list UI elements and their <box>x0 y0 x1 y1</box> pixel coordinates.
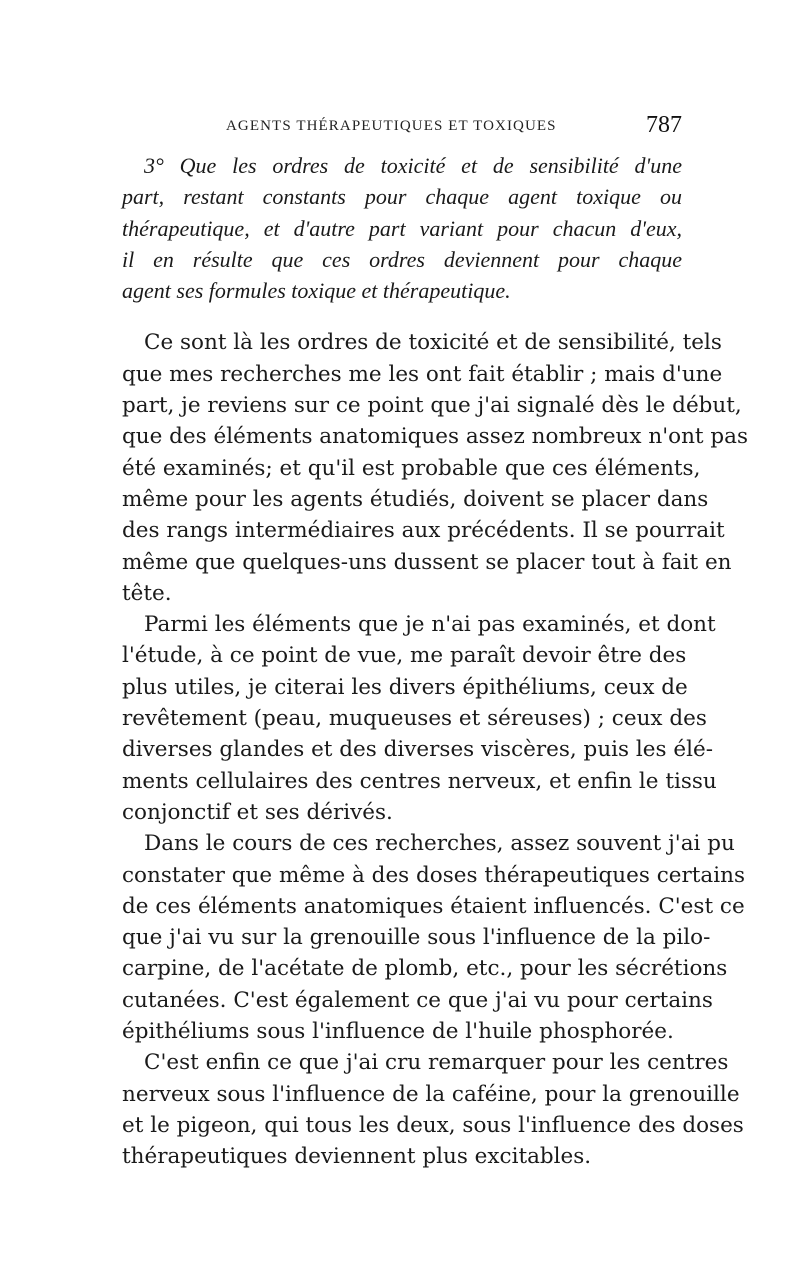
text-line: épithéliums sous l'influence de l'huile phosphorée. <box>122 1019 674 1045</box>
text-line: et le pigeon, qui tous les deux, sous l'influence des doses <box>122 1112 744 1138</box>
text-line: nerveux sous l'influence de la caféine, pour la grenouille <box>122 1081 740 1107</box>
text-line: thérapeutiques deviennent plus excitables. <box>122 1144 592 1170</box>
text-line: été examinés; et qu'il est probable que ces éléments, <box>122 455 701 481</box>
text-line: même pour les agents étudiés, doivent se placer dans <box>122 486 709 512</box>
text-line: part, restant constants pour chaque agent toxique ou <box>122 184 682 210</box>
text-line: l'étude, à ce point de vue, me paraît devoir être des <box>122 643 687 669</box>
paragraph-3 <box>122 828 745 1047</box>
text-line: Parmi les éléments que je n'ai pas examinés, et dont <box>144 612 716 638</box>
text-line: ments cellulaires des centres nerveux, et enfin le tissu <box>122 768 717 794</box>
text-line: cutanées. C'est également ce que j'ai vu pour certains <box>122 987 713 1013</box>
text-line: que j'ai vu sur la grenouille sous l'influence de la pilo- <box>122 925 711 951</box>
running-title: AGENTS THÉRAPEUTIQUES ET TOXIQUES <box>226 118 557 134</box>
paragraph-4 <box>122 1047 744 1172</box>
text-line: diverses glandes et des diverses viscères, puis les élé- <box>122 737 713 763</box>
text-line: que des éléments anatomiques assez nombreux n'ont pas <box>122 424 748 450</box>
text-line: plus utiles, je citerai les divers épithéliums, ceux de <box>122 674 688 700</box>
text-line: tête. <box>122 580 172 606</box>
paragraph-1 <box>122 327 748 609</box>
paragraph-2 <box>122 609 717 828</box>
text-line: des rangs intermédiaires aux précédents. Il se pourrait <box>122 518 725 544</box>
text-line: 3° Que les ordres de toxicité et de sensibilité d'une <box>144 153 682 178</box>
text-line: Ce sont là les ordres de toxicité et de sensibilité, tels <box>144 330 722 356</box>
running-header <box>122 112 682 142</box>
text-line: part, je reviens sur ce point que j'ai signalé dès le début, <box>122 393 742 419</box>
text-line: carpine, de l'acétate de plomb, etc., pour les sécrétions <box>122 956 728 982</box>
text-line: Dans le cours de ces recherches, assez souvent j'ai pu <box>144 831 735 857</box>
text-line: revêtement (peau, muqueuses et séreuses) ; ceux des <box>122 706 707 732</box>
text-line: thérapeutique, et d'autre part variant pour chacun d'eux, <box>122 215 682 241</box>
text-line: conjonctif et ses dérivés. <box>122 799 393 825</box>
page-number: 787 <box>646 112 682 138</box>
body-text <box>122 150 748 1173</box>
text-line: constater que même à des doses thérapeutiques certains <box>122 862 745 888</box>
italic-conclusion-paragraph <box>122 150 682 306</box>
text-line: même que quelques-uns dussent se placer tout à fait en <box>122 549 732 575</box>
text-line: que mes recherches me les ont fait établir ; mais d'une <box>122 361 723 387</box>
text-line: de ces éléments anatomiques étaient influencés. C'est ce <box>122 893 745 919</box>
text-line: agent ses formules toxique et thérapeutique. <box>122 278 511 304</box>
text-line: il en résulte que ces ordres deviennent pour chaque <box>122 246 682 272</box>
text-line: C'est enfin ce que j'ai cru remarquer pour les centres <box>144 1050 729 1076</box>
